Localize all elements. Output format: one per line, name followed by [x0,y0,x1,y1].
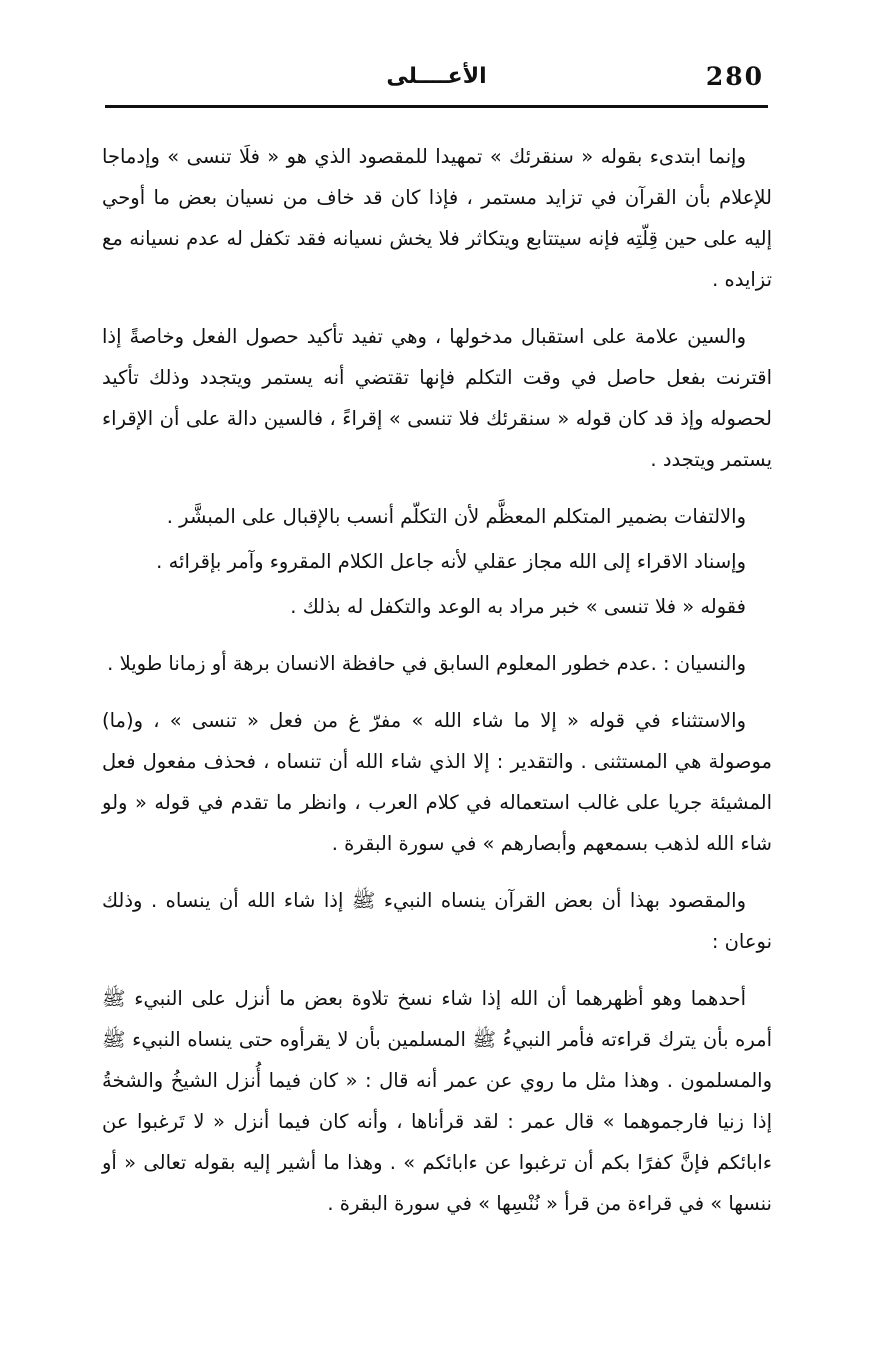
paragraph-4: وإسناد الاقراء إلى الله مجاز عقلي لأنه جاعل الكلام المقروء وآمر بإقرائه . [156,550,746,573]
paragraph-1: وإنما ابتدىء بقوله « سنقرئك » تمهيدا للمقصود الذي هو « فلَا تنسى » وإدماجا للإعلام بأن القرآن في تزايد مستمر ، فإذا كان قد خاف من نسيان بعض ما أوحي إليه على حين قِلّتِه فإنه سيتتابع ويتكاثر فلا يخش نسيانه فقد تكفل له عدم نسيانه مع تزايده . [102,145,772,291]
paragraph-5: فقوله « فلا تنسى » خبر مراد به الوعد والتكفل له بذلك . [290,595,746,618]
paragraph-7: والاستثناء في قوله « إلا ما شاء الله » مفرّ غ من فعل « تنسى » ، و(ما) موصولة هي المستثنى . والتقدير : إلا الذي شاء الله أن تنساه ، فحذف مفعول فعل المشيئة جريا على غالب استعماله في كلام العرب ، وانظر ما تقدم في قوله « ولو شاء الله لذهب بسمعهم وأبصارهم » في سورة البقرة . [102,709,772,855]
paragraph-9: أحدهما وهو أظهرهما أن الله إذا شاء نسخ تلاوة بعض ما أنزل على النبيء ﷺ أمره بأن يترك قراءته فأمر النبيءُ ﷺ المسلمين بأن لا يقرأوه حتى ينساه النبيء ﷺ والمسلمون . وهذا مثل ما روي عن عمر أنه قال : « كان فيما أُنزل الشيخُ والشخةُ إذا زنيا فارجموهما » قال عمر : لقد قرأناها ، وأنه كان فيما أنزل « لا تَرغبوا عن ءابائكم فإنَّ كفرًا بكم أن ترغبوا عن ءابائكم » . وهذا ما أشير إليه بقوله تعالى « أو ننسها » في قراءة من قرأ « نُنْسِها » في سورة البقرة . [102,987,772,1215]
header-rule [105,105,768,108]
page-header [105,58,768,100]
body-text [102,136,772,1240]
paragraph-8: والمقصود بهذا أن بعض القرآن ينساه النبيء ﷺ إذا شاء الله أن ينساه . وذلك نوعان : [102,889,772,953]
page-number: 280 [705,62,764,91]
paragraph-3: والالتفات بضمير المتكلم المعظَّم لأن التكلّم أنسب بالإقبال على المبشَّر . [166,505,746,528]
running-title: الأعــــلى [386,64,487,89]
paragraph-2: والسين علامة على استقبال مدخولها ، وهي تفيد تأكيد حصول الفعل وخاصةً إذا اقترنت بفعل حاصل في وقت التكلم فإنها تقتضي أنه يستمر ويتجدد وذلك تأكيد لحصوله وإذ قد كان قوله « سنقرئك فلا تنسى » إقراءً ، فالسين دالة على أن الإقراء يستمر ويتجدد . [102,325,772,471]
paragraph-6: والنسيان : .عدم خطور المعلوم السابق في حافظة الانسان برهة أو زمانا طويلا . [107,652,746,675]
